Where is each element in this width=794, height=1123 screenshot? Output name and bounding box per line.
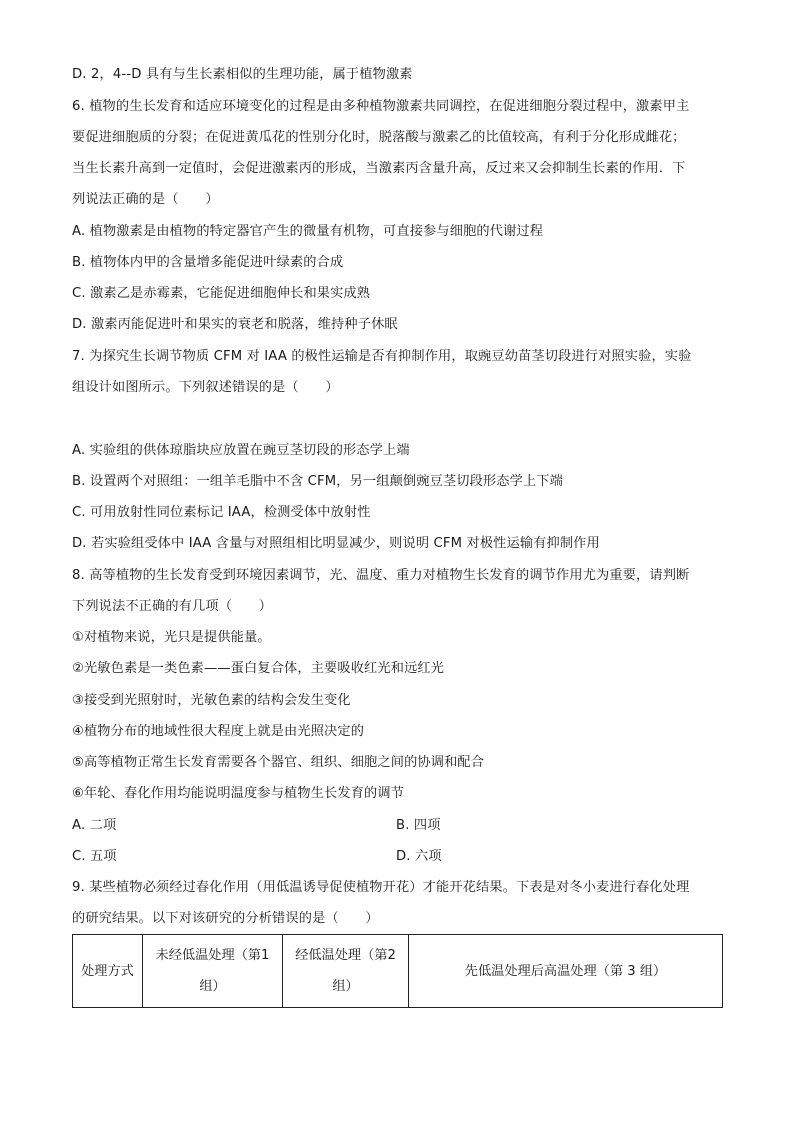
q8-statement-1: ①对植物来说，光只是提供能量。 — [72, 630, 271, 645]
q9-table — [72, 934, 723, 1008]
q8-option-b: B. 四项 — [396, 818, 441, 833]
q7-stem-line-1: 7. 为探究生长调节物质 CFM 对 IAA 的极性运输是否有抑制作用，取豌豆幼苗茎切段进行对照实验，实验 — [72, 349, 692, 364]
q8-statement-5: ⑤高等植物正常生长发育需要各个器官、组织、细胞之间的协调和配合 — [72, 755, 485, 770]
q8-statement-4: ④植物分布的地域性很大程度上就是由光照决定的 — [72, 724, 365, 739]
table-header-cell: 处理方式 — [73, 935, 143, 1008]
q6-option-a: A. 植物激素是由植物的特定器官产生的微量有机物，可直接参与细胞的代谢过程 — [72, 224, 544, 239]
q7-option-d: D. 若实验组受体中 IAA 含量与对照组相比明显减少，则说明 CFM 对极性运输有抑制作用 — [72, 536, 600, 551]
table-header-cell: 经低温处理（第2组） — [283, 935, 409, 1008]
q7-option-a: A. 实验组的供体琼脂块应放置在豌豆茎切段的形态学上端 — [72, 443, 410, 458]
q8-stem-line-1: 8. 高等植物的生长发育受到环境因素调节，光、温度、重力对植物生长发育的调节作用尤为重要，请判断 — [72, 568, 690, 583]
q8-statement-3: ③接受到光照射时，光敏色素的结构会发生变化 — [72, 693, 351, 708]
q9-stem-line-1: 9. 某些植物必须经过春化作用（用低温诱导促使植物开花）才能开花结果。下表是对冬小麦进行春化处理 — [72, 880, 690, 895]
q7-option-c: C. 可用放射性同位素标记 IAA，检测受体中放射性 — [72, 505, 371, 520]
q8-statement-2: ②光敏色素是一类色素——蛋白复合体，主要吸收红光和远红光 — [72, 661, 445, 676]
q9-stem-line-2: 的研究结果。以下对该研究的分析错误的是（ ） — [72, 911, 379, 926]
q6-stem-line-2: 要促进细胞质的分裂；在促进黄瓜花的性别分化时，脱落酸与激素乙的比值较高，有利于分化形成雌花； — [72, 130, 686, 145]
q7-option-b: B. 设置两个对照组：一组羊毛脂中不含 CFM，另一组颠倒豌豆茎切段形态学上下端 — [72, 474, 563, 489]
q6-option-c: C. 激素乙是赤霉素，它能促进细胞伸长和果实成熟 — [72, 286, 371, 301]
table-row — [73, 935, 723, 1008]
q6-stem-line-4: 列说法正确的是（ ） — [72, 192, 219, 207]
q8-option-a: A. 二项 — [72, 818, 117, 833]
q7-stem-line-2: 组设计如图所示。下列叙述错误的是（ ） — [72, 380, 339, 395]
q8-option-d: D. 六项 — [396, 849, 442, 864]
q5-option-d: D. 2，4--D 具有与生长素相似的生理功能，属于植物激素 — [72, 67, 413, 82]
q8-option-c: C. 五项 — [72, 849, 117, 864]
q6-option-d: D. 激素丙能促进叶和果实的衰老和脱落，维持种子休眠 — [72, 317, 398, 332]
q8-statement-6: ⑥年轮、春化作用均能说明温度参与植物生长发育的调节 — [72, 786, 405, 801]
q6-option-b: B. 植物体内甲的含量增多能促进叶绿素的合成 — [72, 255, 344, 270]
table-header-cell: 未经低温处理（第1组） — [143, 935, 283, 1008]
q6-stem-line-1: 6. 植物的生长发育和适应环境变化的过程是由多种植物激素共同调控，在促进细胞分裂过程中，激素甲主 — [72, 99, 690, 114]
q6-stem-line-3: 当生长素升高到一定值时，会促进激素丙的形成，当激素丙含量升高，反过来又会抑制生长素的作用．下 — [72, 161, 686, 176]
table-header-cell: 先低温处理后高温处理（第 3 组） — [409, 935, 723, 1008]
q8-stem-line-2: 下列说法不正确的有几项（ ） — [72, 599, 273, 614]
